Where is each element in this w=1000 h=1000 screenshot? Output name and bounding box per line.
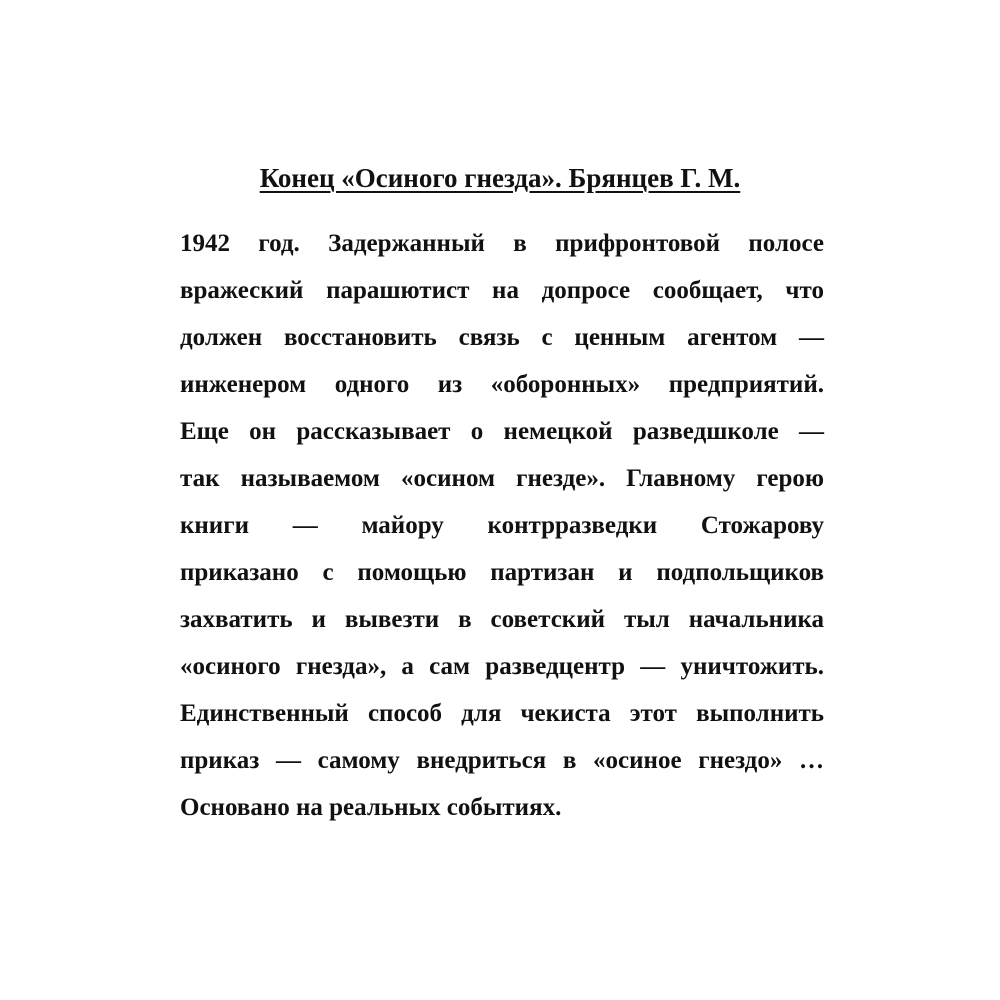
text-line: захватить и вывезти в советский тыл начальника [180,606,824,633]
text-line: инженером одного из «оборонных» предприятий. [180,371,824,398]
text-line: «осиного гнезда», а сам разведцентр — уничтожить. [180,653,824,680]
text-line: приказ — самому внедриться в «осиное гнездо» … [180,747,824,774]
text-line: 1942 год. Задержанный в прифронтовой полосе [180,230,824,257]
document-title [0,160,1000,196]
title-text: Конец «Осиного гнезда». Брянцев Г. М. [259,163,741,193]
text-line: приказано с помощью партизан и подпольщиков [180,559,824,586]
text-line: должен восстановить связь с ценным агентом — [180,324,824,351]
text-line: вражеский парашютист на допросе сообщает, что [180,277,824,304]
text-line: Основано на реальных событиях. [180,794,562,821]
text-line: книги — майору контрразведки Стожарову [180,512,824,539]
description-text [180,220,824,831]
text-line: Еще он рассказывает о немецкой разведшколе — [180,418,824,445]
text-line: так называемом «осином гнезде». Главному герою [180,465,824,492]
text-line: Единственный способ для чекиста этот выполнить [180,700,824,727]
